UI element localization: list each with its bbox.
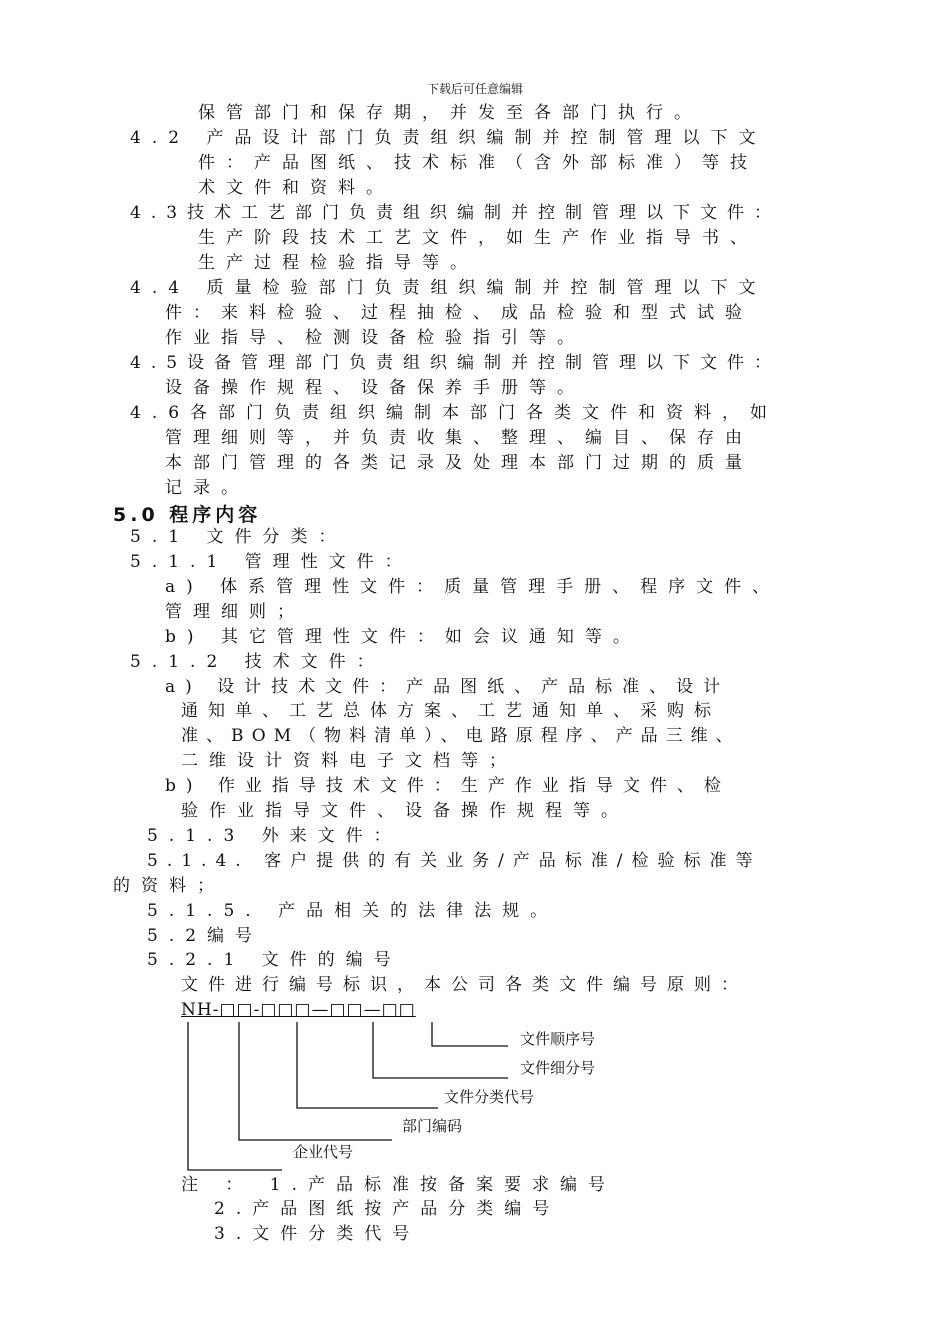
tree-label-category: 文件分类代号 xyxy=(444,1088,535,1106)
tree-label-department: 部门编码 xyxy=(402,1117,463,1135)
text-line: 二维设计资料电子文档等； xyxy=(181,751,517,771)
text-line: 件：来料检验、过程抽检、成品检验和型式试验 xyxy=(165,303,753,323)
text-line: 准、BOM（物料清单）、电路原程序、产品三维、 xyxy=(181,726,741,746)
text-line: 设备操作规程、设备保养手册等。 xyxy=(165,378,585,398)
text-line: 保管部门和保存期，并发至各部门执行。 xyxy=(198,103,702,123)
text-line: 4.2 产品设计部门负责组织编制并控制管理以下文 xyxy=(130,128,767,148)
text-line: 术文件和资料。 xyxy=(198,178,394,198)
tree-branch-category xyxy=(297,1022,438,1108)
text-line: 5.1.5. 产品相关的法律法规。 xyxy=(147,901,559,921)
text-line: 5.1.1 管理性文件： xyxy=(130,552,413,572)
text-line: 管理细则； xyxy=(165,602,305,622)
text-line: 管理细则等，并负责收集、整理、编目、保存由 xyxy=(165,428,753,448)
text-line: 记录。 xyxy=(165,478,249,498)
text-line: 5.2.1 文件的编号 xyxy=(147,950,402,970)
note-line: 注 ： 1.产品标准按备案要求编号 xyxy=(181,1175,617,1195)
section-title: 5.0 程序内容 xyxy=(113,504,262,526)
text-line: b) 作业指导技术文件：生产作业指导文件、检 xyxy=(165,776,731,796)
text-line: 5.2编号 xyxy=(147,926,264,946)
tree-branch-department xyxy=(239,1022,392,1140)
code-pattern: NH-□□-□□□—□□—□□ xyxy=(181,1000,416,1020)
text-line: 作业指导、检测设备检验指引等。 xyxy=(165,328,585,348)
note-line: 3.文件分类代号 xyxy=(214,1224,421,1244)
tree-branch-company xyxy=(188,1022,282,1170)
text-line: 4.4 质量检验部门负责组织编制并控制管理以下文 xyxy=(130,278,767,298)
page-header: 下载后可任意编辑 xyxy=(426,82,523,96)
text-line: 5.1.4. 客户提供的有关业务/产品标准/检验标准等 xyxy=(147,851,762,871)
note-line: 2.产品图纸按产品分类编号 xyxy=(214,1199,561,1219)
text-line: 文件进行编号标识，本公司各类文件编号原则： xyxy=(181,975,748,995)
text-line: a) 设计技术文件：产品图纸、产品标准、设计 xyxy=(165,677,731,697)
text-line: a) 体系管理性文件：质量管理手册、程序文件、 xyxy=(165,577,781,597)
text-line: 4.6各部门负责组织编制本部门各类文件和资料，如 xyxy=(130,403,779,423)
text-line: b) 其它管理性文件：如会议通知等。 xyxy=(165,627,641,647)
text-line: 的资料； xyxy=(113,876,225,896)
tree-label-subclass: 文件细分号 xyxy=(520,1059,596,1077)
text-line: 本部门管理的各类记录及处理本部门过期的质量 xyxy=(165,453,753,473)
text-line: 验作业指导文件、设备操作规程等。 xyxy=(181,801,629,821)
tree-branch-sequence xyxy=(432,1022,508,1046)
text-line: 4.3技术工艺部门负责组织编制并控制管理以下文件： xyxy=(130,203,782,223)
text-line: 生产过程检验指导等。 xyxy=(198,253,478,273)
tree-label-company: 企业代号 xyxy=(293,1143,354,1161)
text-line: 生产阶段技术工艺文件，如生产作业指导书、 xyxy=(198,228,758,248)
text-line: 5.1.2 技术文件： xyxy=(130,652,385,672)
text-line: 5.1 文件分类： xyxy=(130,527,347,547)
tree-label-sequence: 文件顺序号 xyxy=(520,1030,596,1048)
text-line: 通知单、工艺总体方案、工艺通知单、采购标 xyxy=(181,701,721,721)
text-line: 件：产品图纸、技术标准（含外部标准）等技 xyxy=(198,153,758,173)
text-line: 4.5设备管理部门负责组织编制并控制管理以下文件： xyxy=(130,353,782,373)
tree-branch-subclass xyxy=(373,1022,508,1078)
text-line: 5.1.3 外来文件： xyxy=(147,826,402,846)
